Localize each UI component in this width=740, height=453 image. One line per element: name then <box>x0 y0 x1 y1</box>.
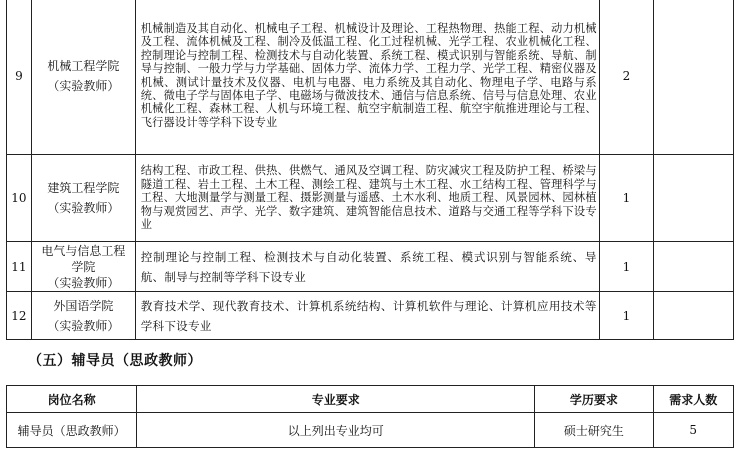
headcount: 1 <box>599 242 653 292</box>
department-role: （实验教师） <box>47 201 120 215</box>
department-cell <box>31 242 135 292</box>
empty-cell <box>654 155 734 242</box>
empty-cell <box>654 0 734 155</box>
section-heading: （五）辅导员（思政教师） <box>28 353 202 369</box>
table-header-row <box>7 386 734 413</box>
row-number: 11 <box>7 242 32 292</box>
table-row <box>7 292 734 340</box>
headcount: 2 <box>599 0 653 155</box>
row-number: 12 <box>7 292 32 340</box>
department-role: （实验教师） <box>47 78 120 93</box>
table-row <box>7 155 734 242</box>
department-name: 外国语学院 <box>53 298 114 313</box>
department-cell <box>31 155 135 242</box>
column-header-major: 专业要求 <box>137 386 535 413</box>
row-number: 10 <box>7 155 32 242</box>
empty-cell <box>654 292 734 340</box>
department-cell <box>31 0 135 155</box>
department-role: （实验教师） <box>47 275 120 290</box>
major-requirement: 以上列出专业均可 <box>137 413 535 448</box>
headcount: 1 <box>599 155 653 242</box>
counselor-table <box>6 385 734 448</box>
department-name: 建筑工程学院 <box>47 181 120 195</box>
recruitment-table <box>6 0 734 340</box>
table-row <box>7 413 734 448</box>
empty-cell <box>654 242 734 292</box>
major-requirement: 控制理论与控制工程、检测技术与自动化装置、系统工程、模式识别与智能系统、导航、制导与控制等学科下设专业 <box>135 242 599 292</box>
education-requirement: 硕士研究生 <box>535 413 653 448</box>
major-requirement: 结构工程、市政工程、供热、供燃气、通风及空调工程、防灾减灾工程及防护工程、桥梁与隧道工程、岩土工程、土木工程、测绘工程、建筑与土木工程、水工结构工程、管理科学与工程、大地测量学与测量工程、摄影测量与遥感、土木水利、地质工程、风景园林、园林植物与观赏园艺、声学、光学、数字建筑、建筑智能信息技术、道路与交通工程等学科下设专业 <box>135 155 599 242</box>
position-name: 辅导员（思政教师） <box>7 413 137 448</box>
department-name: 电气与信息工程学院 <box>41 243 126 274</box>
column-header-education: 学历要求 <box>535 386 653 413</box>
major-requirement: 机械制造及其自动化、机械电子工程、机械设计及理论、工程热物理、热能工程、动力机械及工程、流体机械及工程、制冷及低温工程、化工过程机械、光学工程、农业机械化工程、控制理论与控制工程、检测技术与自动化装置、系统工程、模式识别与智能系统、导航、制导与控制、一般力学与力学基础、固体力学、流体力学、工程力学、光学工程、精密仪器及机械、测试计量技术及仪器、电机与电器、电力系统及其自动化、物理电子学、电路与系统、微电子学与固体电子学、电磁场与微波技术、通信与信息系统、信号与信息处理、农业机械化工程、森林工程、人机与环境工程、航空宇航制造工程、航空宇航推进理论与工程、飞行器设计等学科下设专业 <box>135 0 599 155</box>
department-cell <box>31 292 135 340</box>
major-requirement: 教育技术学、现代教育技术、计算机系统结构、计算机软件与理论、计算机应用技术等学科下设专业 <box>135 292 599 340</box>
column-header-position: 岗位名称 <box>7 386 137 413</box>
department-name: 机械工程学院 <box>47 58 120 73</box>
table-row <box>7 0 734 155</box>
department-role: （实验教师） <box>47 318 120 333</box>
table-row <box>7 242 734 292</box>
headcount: 5 <box>653 413 734 448</box>
row-number: 9 <box>7 0 32 155</box>
column-header-count: 需求人数 <box>653 386 734 413</box>
headcount: 1 <box>599 292 653 340</box>
